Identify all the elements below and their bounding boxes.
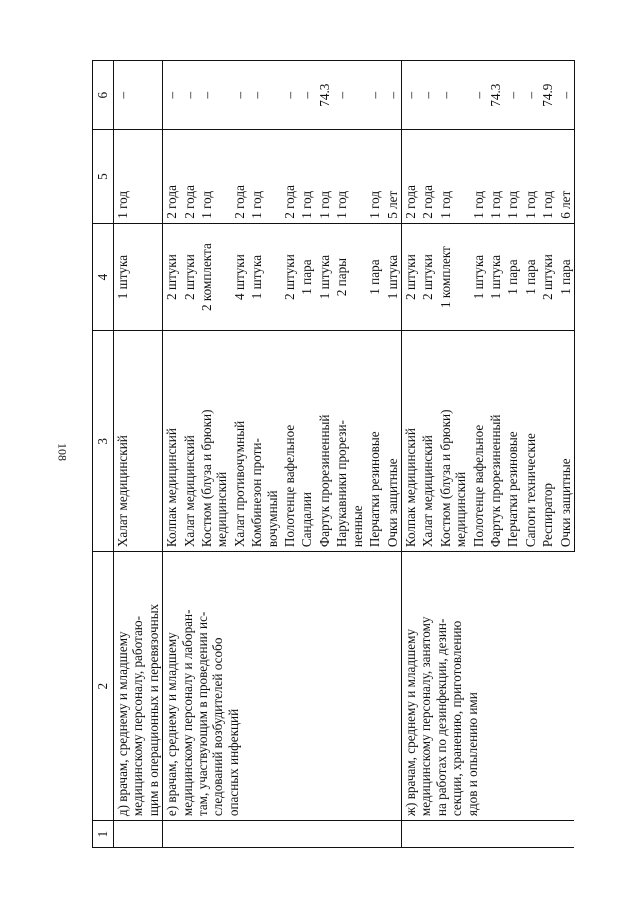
quantity-cell: 2 комплекта bbox=[198, 223, 231, 331]
norm-ref-cell: – bbox=[384, 61, 402, 130]
norm-ref-cell: – bbox=[419, 61, 436, 130]
row-number-cell bbox=[163, 821, 402, 848]
header-col-5: 5 bbox=[93, 130, 114, 223]
wear-term-cell: 1 год bbox=[487, 130, 504, 223]
item-name: Сапоги технические bbox=[522, 433, 538, 548]
category-text: медицинскому персоналу, занятому bbox=[418, 616, 434, 817]
item-name: Респиратор bbox=[540, 482, 556, 548]
item-name-cell bbox=[163, 331, 181, 552]
norm-ref-cell: – bbox=[437, 61, 470, 130]
norm-ref-cell: – bbox=[366, 61, 383, 130]
wear-term-cell: 1 год bbox=[437, 130, 470, 223]
item-name-cell bbox=[281, 331, 298, 552]
item-name: Колпак медицинский bbox=[402, 428, 418, 548]
item-name: Фартук прорезиненный bbox=[316, 414, 332, 548]
quantity-cell: 2 штуки bbox=[281, 223, 298, 331]
norm-ref-cell: – bbox=[504, 61, 521, 130]
quantity-cell: 1 штука bbox=[248, 223, 281, 331]
quantity-cell: 2 штуки bbox=[181, 223, 198, 331]
item-name: Полотенце вафельное bbox=[470, 424, 486, 548]
category-text: щим в операционных и перевязочных bbox=[145, 603, 161, 817]
quantity-cell: 1 пара bbox=[504, 223, 521, 331]
norm-ref-cell: – bbox=[522, 61, 539, 130]
quantity-cell: 1 пара bbox=[298, 223, 315, 331]
item-name-part: Комбинезон проти- bbox=[249, 438, 265, 548]
item-name: Очки защитные bbox=[557, 458, 573, 548]
quantity-cell: 1 штука bbox=[114, 223, 163, 331]
wear-term-cell: 6 лет bbox=[557, 130, 575, 223]
item-name: Сандалии bbox=[299, 492, 315, 548]
quantity-cell: 2 пары bbox=[333, 223, 366, 331]
item-name: Очки защитные bbox=[384, 458, 400, 548]
item-name-cell bbox=[298, 331, 315, 552]
item-name-part: медицинский bbox=[453, 471, 469, 548]
table-row bbox=[163, 61, 181, 848]
item-name: Перчатки резиновые bbox=[367, 431, 383, 548]
table-header-row bbox=[93, 61, 114, 848]
category-text: секции, хранению, приготовлению bbox=[449, 620, 465, 817]
norm-ref-cell: – bbox=[198, 61, 231, 130]
rotated-table-container bbox=[92, 60, 573, 848]
item-name-cell bbox=[231, 331, 248, 552]
row-number-cell bbox=[401, 821, 574, 848]
wear-term-cell: 1 год bbox=[298, 130, 315, 223]
category-text: медицинскому персоналу, работаю- bbox=[130, 615, 146, 817]
category-text: ядов и опылению ими bbox=[464, 692, 480, 817]
item-name-cell bbox=[504, 331, 521, 552]
wear-term-cell: 1 год bbox=[522, 130, 539, 223]
norm-ref-cell: – bbox=[114, 61, 163, 130]
norm-ref-cell: 74.9 bbox=[539, 61, 556, 130]
header-col-6: 6 bbox=[93, 61, 114, 130]
category-text: е) врачам, среднему и младшему bbox=[164, 632, 180, 817]
protective-clothing-norms-table bbox=[92, 60, 575, 848]
item-name-cell bbox=[316, 331, 333, 552]
norm-ref-cell: – bbox=[181, 61, 198, 130]
norm-ref-cell: 74.3 bbox=[487, 61, 504, 130]
item-name-part: Нарукавники прорези- bbox=[334, 420, 350, 548]
wear-term-cell: 2 года bbox=[181, 130, 198, 223]
page-number: 108 bbox=[55, 443, 70, 461]
norm-ref-cell: – bbox=[557, 61, 575, 130]
wear-term-cell: 2 года bbox=[281, 130, 298, 223]
item-name: Перчатки резиновые bbox=[505, 431, 521, 548]
quantity-cell: 1 пара bbox=[522, 223, 539, 331]
item-name: Халат медицинский bbox=[115, 435, 130, 548]
item-name: Халат противочумный bbox=[231, 420, 247, 548]
wear-term-cell: 2 года bbox=[163, 130, 181, 223]
quantity-cell: 2 штуки bbox=[401, 223, 419, 331]
quantity-cell: 1 штука bbox=[470, 223, 487, 331]
item-name-cell bbox=[401, 331, 419, 552]
wear-term-cell: 1 год bbox=[333, 130, 366, 223]
norm-ref-cell: 74.3 bbox=[316, 61, 333, 130]
quantity-cell: 1 пара bbox=[366, 223, 383, 331]
category-text: опасных инфекций bbox=[225, 708, 241, 817]
wear-term-cell: 2 года bbox=[419, 130, 436, 223]
quantity-cell: 1 штука bbox=[384, 223, 402, 331]
quantity-cell: 1 штука bbox=[316, 223, 333, 331]
item-name-cell bbox=[181, 331, 198, 552]
item-name-cell bbox=[437, 331, 470, 552]
quantity-cell: 2 штуки bbox=[419, 223, 436, 331]
quantity-cell: 2 штуки bbox=[539, 223, 556, 331]
category-text: там, участвующим в проведении ис- bbox=[195, 611, 211, 817]
wear-term-cell: 1 год bbox=[539, 130, 556, 223]
category-cell bbox=[114, 552, 163, 821]
wear-term-cell: 2 года bbox=[231, 130, 248, 223]
norm-ref-cell: – bbox=[298, 61, 315, 130]
item-name: Фартук прорезиненный bbox=[487, 414, 503, 548]
item-name-cell bbox=[384, 331, 402, 552]
category-text: д) врачам, среднему и младшему bbox=[115, 631, 130, 817]
header-col-3: 3 bbox=[93, 331, 114, 552]
category-text: медицинскому персоналу и лаборан- bbox=[179, 609, 195, 817]
table-body bbox=[93, 61, 575, 848]
item-name-cell bbox=[419, 331, 436, 552]
item-name-cell bbox=[470, 331, 487, 552]
norm-ref-cell: – bbox=[231, 61, 248, 130]
item-name: Колпак медицинский bbox=[164, 428, 180, 548]
wear-term-cell: 1 год bbox=[248, 130, 281, 223]
wear-term-cell: 1 год bbox=[470, 130, 487, 223]
item-name-cell bbox=[522, 331, 539, 552]
wear-term-cell: 2 года bbox=[401, 130, 419, 223]
item-name-part: ненные bbox=[349, 505, 365, 548]
category-text: ж) врачам, среднему и младшему bbox=[402, 628, 418, 817]
item-name-cell bbox=[557, 331, 575, 552]
quantity-cell: 4 штуки bbox=[231, 223, 248, 331]
item-name-cell bbox=[333, 331, 366, 552]
wear-term-cell: 1 год bbox=[198, 130, 231, 223]
norm-ref-cell: – bbox=[248, 61, 281, 130]
item-name-part: Костюм (блуза и брюки) bbox=[199, 409, 215, 548]
header-col-2: 2 bbox=[93, 552, 114, 821]
wear-term-cell: 1 год bbox=[316, 130, 333, 223]
item-name-cell bbox=[198, 331, 231, 552]
quantity-cell: 2 штуки bbox=[163, 223, 181, 331]
table-row bbox=[114, 61, 163, 848]
item-name-cell bbox=[248, 331, 281, 552]
item-name-part: Костюм (блуза и брюки) bbox=[437, 409, 453, 548]
quantity-cell: 1 комплект bbox=[437, 223, 470, 331]
norm-ref-cell: – bbox=[333, 61, 366, 130]
wear-term-cell: 1 год bbox=[504, 130, 521, 223]
item-name: Полотенце вафельное bbox=[282, 424, 298, 548]
item-name: Халат медицинский bbox=[420, 435, 436, 548]
wear-term-cell: 1 год bbox=[366, 130, 383, 223]
category-cell bbox=[163, 552, 402, 821]
category-cell bbox=[401, 552, 574, 821]
norm-ref-cell: – bbox=[470, 61, 487, 130]
wear-term-cell: 5 лет bbox=[384, 130, 402, 223]
norm-ref-cell: – bbox=[163, 61, 181, 130]
item-name-cell bbox=[366, 331, 383, 552]
wear-term-cell: 1 год bbox=[114, 130, 163, 223]
row-number-cell bbox=[114, 821, 163, 848]
item-name-cell bbox=[487, 331, 504, 552]
category-text: следований возбудителей особо bbox=[210, 637, 226, 817]
header-col-4: 4 bbox=[93, 223, 114, 331]
quantity-cell: 1 штука bbox=[487, 223, 504, 331]
quantity-cell: 1 пара bbox=[557, 223, 575, 331]
table-row bbox=[401, 61, 419, 848]
item-name: Халат медицинский bbox=[181, 435, 197, 548]
item-name-cell bbox=[114, 331, 163, 552]
item-name-part: медицинский bbox=[214, 471, 230, 548]
item-name-cell bbox=[539, 331, 556, 552]
category-text: на работах по дезинфекции, дезин- bbox=[433, 618, 449, 817]
item-name-part: вочумный bbox=[264, 490, 280, 548]
norm-ref-cell: – bbox=[281, 61, 298, 130]
header-col-1: 1 bbox=[93, 821, 114, 848]
norm-ref-cell: – bbox=[401, 61, 419, 130]
